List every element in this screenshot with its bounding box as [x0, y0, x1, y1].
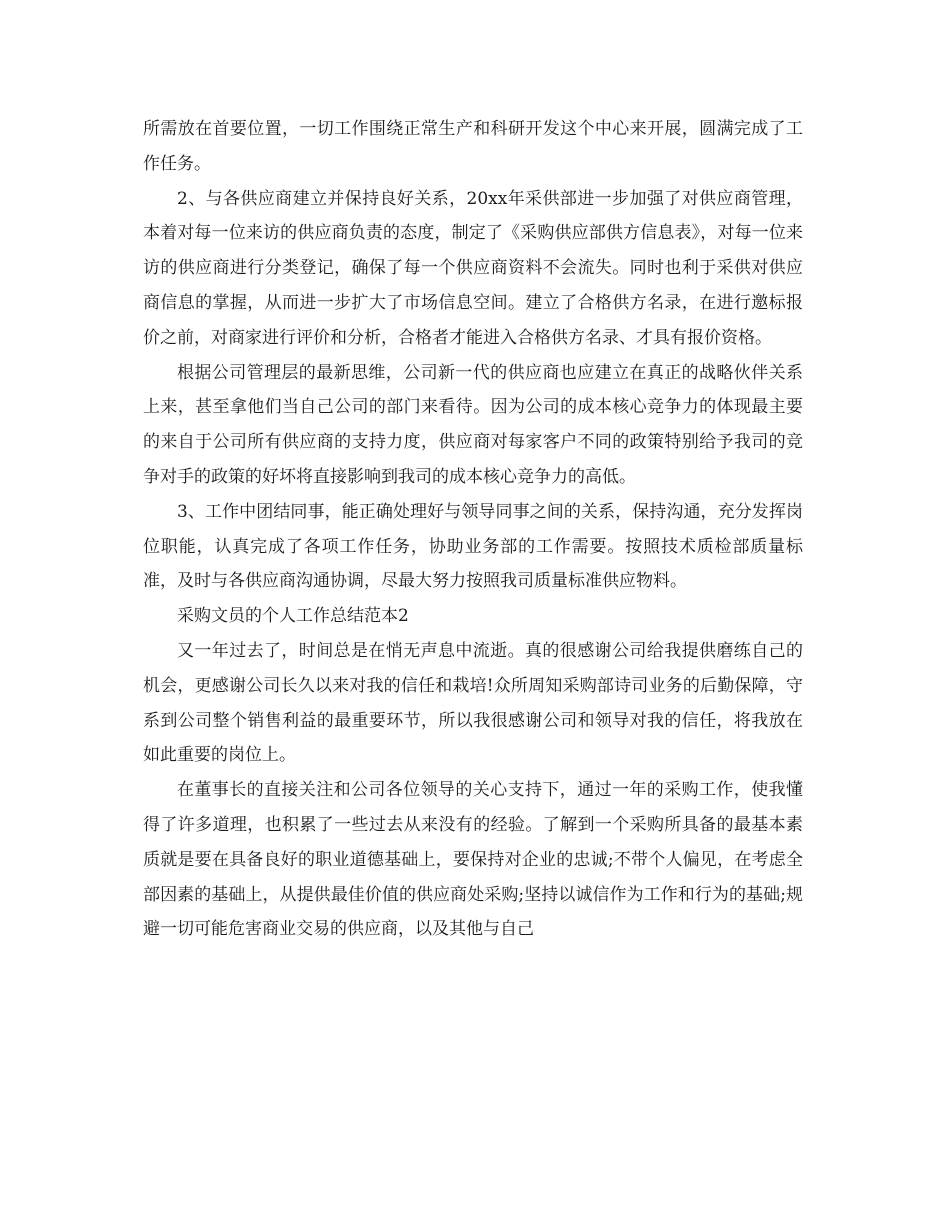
paragraph-year-review: 又一年过去了，时间总是在悄无声息中流逝。真的很感谢公司给我提供磨练自己的机会，更感谢公司长久以来对我的信任和栽培!众所周知采购部诗司业务的后勤保障，守系到公司整个销售利益的最重要环节，所以我很感谢公司和领导对我的信任，将我放在如此重要的岗位上。: [143, 640, 803, 766]
paragraph-supplier-relations: 2、与各供应商建立并保持良好关系，20xx年采供部进一步加强了对供应商管理，本着对每一位来访的供应商负责的态度，制定了《采购供应部供方信息表》，对每一位来访的供应商进行分类登记，确保了每一个供应商资料不会流失。同时也利于采供对供应商信息的掌握，从而进一步扩大了市场信息空间。建立了合格供方名录，在进行邀标报价之前，对商家进行评价和分析，合格者才能进入合格供方名录、才具有报价资格。: [143, 188, 803, 348]
paragraph-continuation: 所需放在首要位置，一切工作围绕正常生产和科研开发这个中心来开展，圆满完成了工作任务。: [143, 119, 803, 174]
section-heading: 采购文员的个人工作总结范本2: [177, 606, 409, 627]
paragraph-strategic-partners: 根据公司管理层的最新思维，公司新一代的供应商也应建立在真正的战略伙伴关系上来，甚至拿他们当自己公司的部门来看待。因为公司的成本核心竞争力的体现最主要的来自于公司所有供应商的支持力度，供应商对每家客户不同的政策特别给予我司的竞争对手的政策的好坏将直接影响到我司的成本核心竞争力的高低。: [143, 362, 803, 487]
paragraph-experience: 在董事长的直接关注和公司各位领导的关心支持下，通过一年的采购工作，使我懂得了许多道理，也积累了一些过去从来没有的经验。了解到一个采购所具备的最基本素质就是要在具备良好的职业道德基础上，要保持对企业的忠诚;不带个人偏见，在考虑全部因素的基础上，从提供最佳价值的供应商处采购;坚持以诚信作为工作和行为的基础;规避一切可能危害商业交易的供应商，以及其他与自己: [143, 780, 803, 940]
paragraph-teamwork: 3、工作中团结同事，能正确处理好与领导同事之间的关系，保持沟通，充分发挥岗位职能，认真完成了各项工作任务，协助业务部的工作需要。按照技术质检部质量标准，及时与各供应商沟通协调，尽最大努力按照我司质量标准供应物料。: [143, 501, 803, 592]
document-body: [143, 112, 803, 947]
